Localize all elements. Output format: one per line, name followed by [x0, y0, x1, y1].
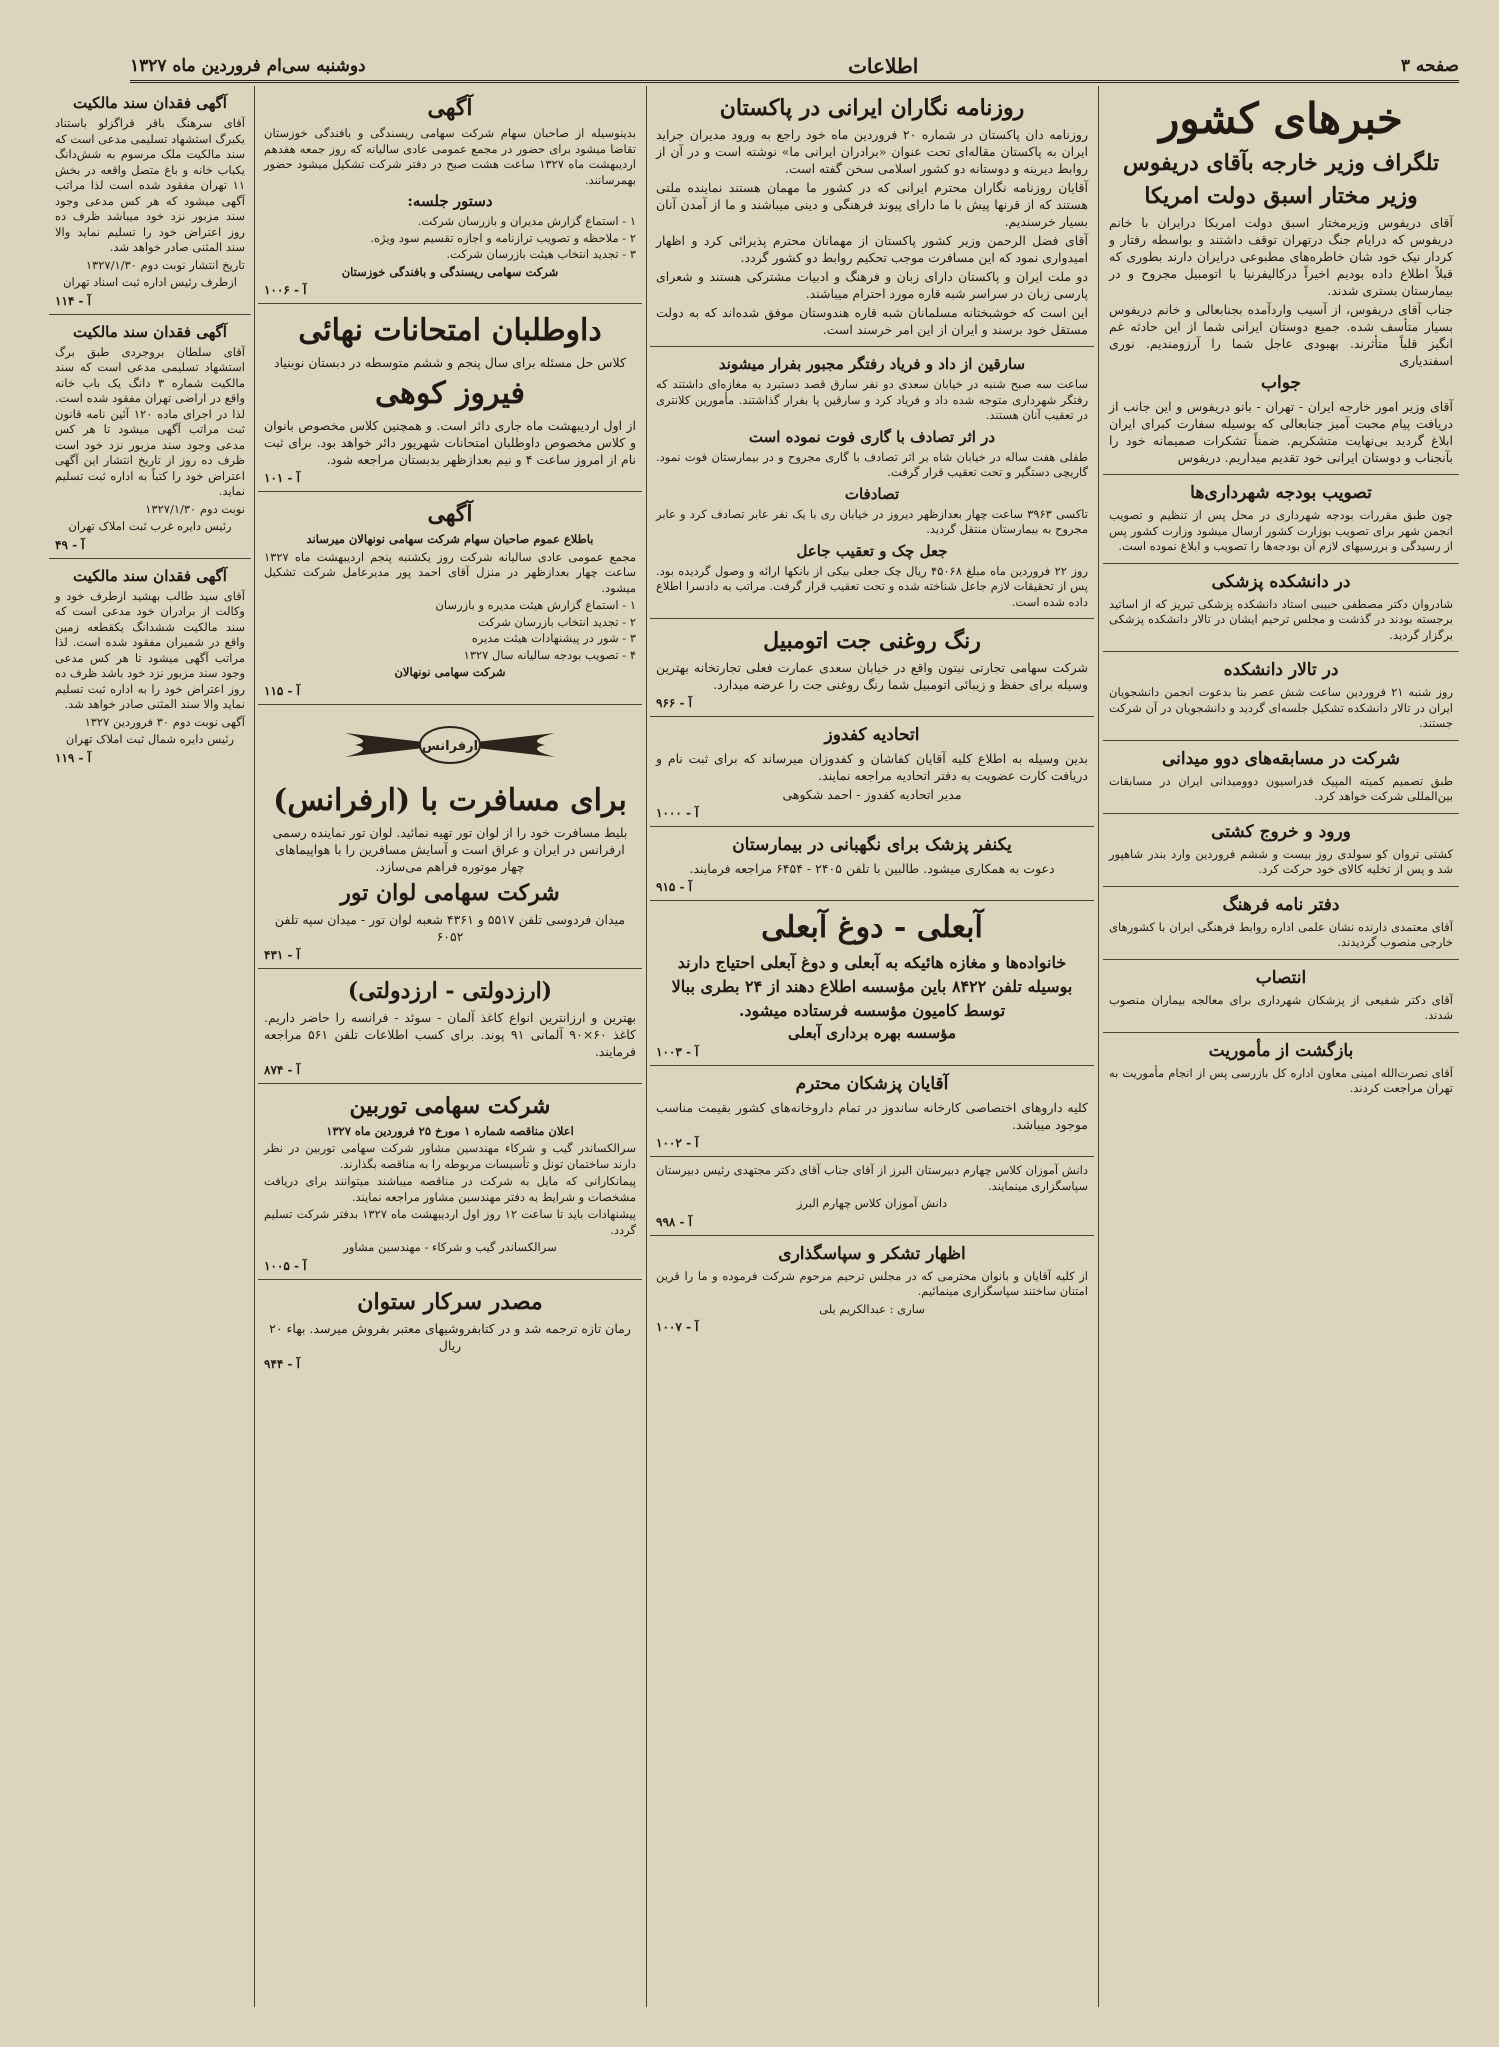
ad-signature: شرکت سهامی ریسندگی و بافندگی خوزستان — [341, 264, 559, 279]
article-text: چون طبق مقررات بودجه شهرداری در محل پس از تنظیم و تصویب انجمن شهر برای تصویب بوزارت کشور ارسال میشود وزارت کشور پس از رسیدگی و بررسیهای لازم آن بودجه‌ها را تصویب و ابلاغ نموده است. — [1109, 508, 1453, 553]
paper-ad — [258, 969, 642, 1084]
ad-text: مجمع عمومی عادی سالیانه شرکت روز یکشنبه پنجم اردیبهشت ماه ۱۳۲۷ ساعت چهار بعدازظهر در منزل آقای احمد پور مدیرعامل شرکت تشکیل میشود. — [264, 549, 636, 595]
ad-reference: آ - ۱۰۰۲ — [656, 1136, 699, 1150]
notice-signature: ازطرف رئیس اداره ثبت اسناد تهران — [63, 275, 237, 289]
article-text: آقای دکتر شفیعی از پزشکان شهرداری برای معالجه بیماران منصوب شدند. — [1109, 992, 1453, 1022]
headline: در تالار دانشکده — [1223, 660, 1339, 680]
ad-text: از کلیه آقایان و بانوان محترمی که در مجلس ترحیم مرحوم شرکت فرموده و ما را قرین امتنان ساختند سپاسگزاری مینمائیم. — [656, 1268, 1088, 1298]
notice-date: آگهی نوبت دوم ۳۰ فروردین ۱۳۲۷ — [84, 714, 245, 729]
ad-text: دانش آموزان کلاس چهارم دبیرستان البرز از آقای جناب آقای دکتر مجتهدی رئیس دبیرستان سپاسگزاری مینمایند. — [656, 1163, 1088, 1193]
ad-text: پیمانکارانی که مایل به شرکت در مناقصه میباشند میتوانند برای دریافت مشخصات و شرایط به دفتر مهندسین مشاور مراجعه نمایند. — [264, 1174, 636, 1204]
ad-signature: ساری : عبدالکریم یلی — [819, 1301, 925, 1316]
notice-reference: آ - ۴۹ — [55, 537, 85, 552]
nonahalan-notice — [258, 492, 642, 705]
ad-reference: آ - ۹۴۴ — [264, 1356, 301, 1371]
notice-date: تاریخ انتشار نوبت دوم ۱۳۲۷/۱/۳۰ — [85, 257, 245, 272]
agenda-item: ۲ - تجدید انتخاب بازرسان شرکت — [477, 614, 636, 629]
medical-article — [1103, 564, 1459, 653]
ad-title: داوطلبان امتحانات نهائی — [298, 313, 602, 348]
notice-title: آگهی فقدان سند مالکیت — [73, 322, 227, 341]
article-text: آقای دریفوس وزیرمختار اسبق دولت امریکا درایران با خانم دریفوس که درایام جنگ درتهران توقف داشتند و بواسطه رفتار و کردار نیک خود شان خاطره‌های مطبوعی درایران دارند بطوری که قبلاً اطلاع داده بودیم اخیراً درکالیفرنیا با اتومبیل مجروح و در بیمارستان بستری شدند. — [1109, 215, 1453, 298]
headline: بازگشت از مأموریت — [1208, 1040, 1354, 1061]
ad-title: (ارزدولتی - ارزدولتی) — [347, 977, 553, 1004]
turbine-tender — [258, 1084, 642, 1280]
article-text: روز شنبه ۲۱ فروردین ساعت شش عصر بنا بدعوت انجمن دانشجویان ایران در تالار دانشکده تشکیل جلسه‌ای گردید و دانشجویان در آن شرکت جستند. — [1109, 685, 1454, 730]
agenda-item: ۱ - استماع گزارش هیئت مدیره و بازرسان — [435, 598, 636, 612]
ad-text: پیشنهادات باید تا ساعت ۱۲ روز اول اردیبهشت ماه ۱۳۲۷ بدفتر شرکت تسلیم گردد. — [264, 1207, 636, 1237]
article-text: تاکسی ۳۹۶۳ ساعت چهار بعدازظهر دیروز در خیابان ری با یک نفر عابر تصادف کرد و عابر مجروح به بیمارستان منتقل گردید. — [656, 506, 1088, 536]
headline: جعل چک و تعقیب جاعل — [796, 541, 948, 560]
ad-reference: آ - ۱۰۰۷ — [656, 1320, 699, 1334]
airfrance-ad — [258, 705, 642, 969]
ad-reference: آ - ۴۳۱ — [264, 947, 301, 962]
notice-reference: آ - ۱۱۴ — [55, 293, 92, 308]
notice-signature: رئیس دایره غرب ثبت املاک تهران — [68, 519, 232, 533]
ad-title: آگهی — [427, 501, 473, 527]
headline: تلگراف وزیر خارجه بآقای دریفوس — [1122, 150, 1440, 176]
notice-text: آقای سلطان بروجردی طبق برگ استشهاد تسلیمی مدعی است که سند مالکیت شماره ۳ دانگ یک باب خانه واقع در اراضی تهران مفقود شده است. لذا در اجرای ماده ۱۲۰ آئین نامه قانون ثبت مراتب آگهی میشود تا هر کس مدعی وجود سند مزبور نزد خود است ظرف ده روز از تاریخ انتشار این آگهی اعتراض خود را کتباً به اداره ثبت تسلیم نماید. — [55, 344, 245, 498]
headline: در اثر تصادف با گاری فوت نموده است — [748, 427, 996, 446]
ad-signature: سرالکساندر گیب و شرکاء - مهندسین مشاور — [343, 1240, 557, 1254]
column-rule — [1098, 86, 1099, 2007]
agenda-item: ۴ - تصویب بودجه سالیانه سال ۱۳۲۷ — [463, 647, 636, 662]
ad-reference: آ - ۱۰۰۰ — [656, 806, 699, 820]
notice-title: آگهی فقدان سند مالکیت — [73, 94, 227, 112]
ad-subtitle: باطلاع عموم صاحبان سهام شرکت سهامی نونهالان میرساند — [306, 532, 594, 546]
article-text: آقایان روزنامه نگاران محترم ایرانی که در کشور ما مهمان هستند نماینده ملتی هستند که از قرنها پیش با ما دارای پیوند فرهنگی و دینی میباشند و ما از آمدن آنان بسیار خرسندیم. — [656, 180, 1088, 229]
khuzestan-notice — [258, 86, 642, 304]
thanks-ad — [650, 1236, 1094, 1341]
agenda-item: ۲ - ملاحظه و تصویب ترازنامه و اجازه تقسیم سود ویژه. — [370, 230, 636, 245]
headline: انتصاب — [1255, 967, 1307, 988]
telegram-article — [1103, 86, 1459, 475]
subheadline: جواب — [1260, 373, 1302, 393]
deed-loss-notice — [49, 315, 251, 559]
ad-text: کلیه داروهای اختصاصی کارخانه ساندوز در تمام داروخانه‌های کشور بقیمت مناسب موجود میباشد. — [656, 1100, 1088, 1132]
ad-subtitle: کلاس حل مسئله برای سال پنجم و ششم متوسطه در دبستان نوبنیاد — [274, 355, 626, 370]
ad-reference: آ - ۱۰۰۶ — [264, 283, 307, 297]
agenda-item: ۳ - تجدید انتخاب هیئت بازرسان شرکت. — [446, 247, 636, 261]
article-text: روزنامه دان پاکستان در شماره ۲۰ فروردین ماه خود راجع به ورود مدیران جراید ایران به پاکستان مقاله‌ای تحت عنوان «برادران ایرانی ما» نوشته است و در آن از روابط دیرینه و دوستانه دو کشور اسلامی سخن گفته است. — [656, 127, 1088, 176]
agenda-title: دستور جلسه: — [407, 192, 493, 210]
union-ad — [650, 717, 1094, 827]
headline: دفتر نامه فرهنگ — [1222, 894, 1340, 915]
masthead — [130, 52, 1459, 83]
article-text: طفلی هفت ساله در خیابان شاه بر اثر تصادف با گاری مجروح و در بیمارستان فوت نمود. گاریچی دستگیر و تحت تعقیب قرار گرفت. — [656, 449, 1088, 479]
article-text: این است که خوشبختانه مسلمانان شبه قاره هندوستان موفق شده‌اند که به دولت مستقل خود برسند و ایران از این امر خرسند است. — [656, 305, 1088, 337]
ad-title: آگهی — [427, 95, 473, 121]
ad-title: شرکت سهامی توربین — [349, 1092, 551, 1119]
ad-reference: آ - ۹۶۶ — [656, 696, 693, 710]
headline: در دانشکده پزشکی — [1211, 571, 1351, 592]
ad-signature: شرکت سهامی نونهالان — [394, 665, 506, 679]
students-ad — [650, 1157, 1094, 1236]
notice-reference: آ - ۱۱۹ — [55, 750, 92, 765]
ad-reference: آ - ۹۹۸ — [656, 1214, 693, 1229]
ad-signature: مدیر اتحادیه کفدوز - احمد شکوهی — [782, 787, 962, 802]
paper-name: اطلاعات — [848, 54, 919, 78]
agenda-item: ۱ - استماع گزارش مدیران و بازرسان شرکت. — [417, 214, 636, 228]
notice-signature: رئیس دایره شمال ثبت املاک تهران — [65, 732, 235, 746]
article-text: روز ۲۲ فروردین ماه مبلغ ۴۵۰۶۸ ریال چک جعلی بیکی از بانکها ارائه و وصول گردیده بود. پس از تحقیقات لازم جاعل شناخته شده و تحت تعقیب قرار گرفت. مراتب به دادسرا اطلاع داده شده است. — [656, 563, 1088, 609]
article-text: آقای وزیر امور خارجه ایران - تهران - بانو دریفوس و این جانب از دریافت پیام محبت آمیز جنابعالی که بوسیله سفارت کبرای ایران ابلاغ گردید بی‌نهایت متشکریم. ضمناً تشکرات صمیمانه خود را بآنجناب و دوستان ایرانی خود تقدیم میداریم. دریفوس — [1109, 399, 1453, 465]
airfrance-wings-logo — [335, 715, 565, 775]
return-article — [1103, 1033, 1459, 1105]
headline: سارقین از داد و فریاد رفتگر مجبور بفرار میشوند — [718, 355, 1026, 373]
column-rule — [254, 86, 255, 2007]
journalists-article — [650, 86, 1094, 347]
article-text: شادروان دکتر مصطفی حبیبی استاد دانشکده پزشکی تبریز که از اساتید برجسته بودند در گذشت و مجلس ترحیم ایشان در تالار دانشکده پزشکی برگزار گردید. — [1109, 596, 1453, 642]
ad-title: برای مسافرت با (ارفرانس) — [273, 782, 627, 818]
headline: وزیر مختار اسبق دولت امریکا — [1144, 183, 1418, 209]
athletics-article — [1103, 741, 1459, 814]
agenda-item: ۳ - شور در پیشنهادات هیئت مدیره — [471, 631, 636, 645]
ad-subtitle: اعلان مناقصه شماره ۱ مورخ ۲۵ فروردین ماه ۱۳۲۷ — [326, 1123, 574, 1138]
article-text: کشتی تروان کو سولدی روز بیست و ششم فروردین وارد بندر شاهپور شد و پس از تخلیه کالای خود حرکت کرد. — [1109, 846, 1453, 876]
ad-text: رمان تازه ترجمه شد و در کتابفروشیهای معتبر بفروش میرسد. بهاء ۲۰ ریال — [269, 1320, 631, 1353]
notice-text: آقای سرهنگ باقر قراگزلو باستناد یکبرگ استشهاد تسلیمی مدعی است که سند مالکیت ملک مرسوم به شش‌دانگ یکباب خانه و باغ متصل واقعه در بخش ۱۱ تهران مفقود شده است لذا مراتب آگهی میشود که هر کس مدعی وجود سند مزبور نزد خود میباشد ظرف ده روز اعتراض خود را تسلیم نماید والا سند المثنی صادر خواهد شد. — [55, 116, 245, 254]
ship-article — [1103, 814, 1459, 887]
ad-reference: آ - ۱۱۵ — [264, 683, 301, 698]
ad-title: اظهار تشکر و سپاسگذاری — [778, 1243, 966, 1264]
ad-title: آقایان پزشکان محترم — [795, 1074, 949, 1094]
paint-ad — [650, 619, 1094, 717]
thief-article — [650, 347, 1094, 619]
ad-signature: دانش آموزان کلاس چهارم البرز — [796, 1196, 948, 1210]
ad-reference: آ - ۸۷۴ — [264, 1062, 301, 1077]
ad-reference: آ - ۹۱۵ — [656, 880, 693, 894]
headline: شرکت در مسابقه‌های دوو میدانی — [1162, 748, 1400, 769]
ad-text: از اول اردیبهشت ماه جاری دائر است. و همچنین کلاس مخصوص بانوان و کلاس مخصوص داوطلبان امتحانات شهریور دائر خواهد بود. برای ثبت نام از امروز ساعت ۴ و نیم بعدازظهر بدبستان مراجعه شود. — [264, 418, 636, 467]
ad-title: اتحادیه کفدوز — [824, 725, 920, 745]
article-text: جناب آقای دریفوس، از آسیب واردآمده بجنابعالی و خانم دریفوس بسیار متأسف شده. جمیع دوستان ایرانی شما از این حادثه غم انگیز قلباً متأثرند. بهبودی عاجل شما را آرزومندیم. نوری اسفندیاری — [1109, 302, 1453, 368]
headline: تصویب بودجه شهرداری‌ها — [1190, 483, 1372, 503]
headline: روزنامه نگاران ایرانی در پاکستان — [719, 95, 1025, 121]
appointment-article — [1103, 960, 1459, 1033]
abali-ad — [650, 901, 1094, 1066]
column-rule — [646, 86, 647, 2007]
pharma-ad — [650, 1066, 1094, 1157]
ad-signature: مؤسسه بهره برداری آبعلی — [788, 1024, 956, 1042]
ad-text: بلیط مسافرت خود را از لوان تور تهیه نمائید. لوان تور نماینده رسمی ارفرانس در ایران و عراق است و آسایش مسافرین را با هواپیماهای چهار موتوره فراهم می‌سازد. — [272, 824, 628, 874]
article-text: آقای فضل الرحمن وزیر کشور پاکستان از مهمانان محترم پذیرائی کرد و اظهار امیدواری نمود که این مسافرت موجب تحکیم روابط دو کشور گردد. — [656, 233, 1088, 265]
article-text: آقای معتمدی دارنده نشان علمی اداره روابط فرهنگی ایران با کشورهای خارجی منصوب گردیدند. — [1109, 919, 1453, 949]
ad-title: رنگ روغنی جت اتومبیل — [763, 628, 981, 654]
ad-title: یکنفر پزشک برای نگهبانی در بیمارستان — [732, 835, 1012, 855]
headline: تصادفات — [844, 484, 900, 503]
book-ad — [258, 1280, 642, 1377]
ad-text: بدین وسیله به اطلاع کلیه آقایان کفاشان و کفدوزان میرساند که برای ثبت نام و دریافت کارت عضویت به دفتر اتحادیه مراجعه نمایند. — [656, 751, 1088, 783]
ad-text: سرالکساندر گیب و شرکاء مهندسین مشاور شرکت سهامی توربین در نظر دارند ساختمان تونل و تأسیسات مربوطه را به مناقصه بگذارند. — [264, 1141, 636, 1171]
section-title: خبرهای کشور — [1159, 94, 1403, 143]
company-name: شرکت سهامی لوان تور — [340, 879, 560, 906]
ad-text: دعوت به همکاری میشود. طالبین با تلفن ۲۴۰۵ - ۶۴۵۴ مراجعه فرمایند. — [689, 861, 1055, 876]
ad-reference: آ - ۱۰۱ — [264, 471, 301, 485]
article-text: طبق تصمیم کمیته المپیک فدراسیون دوومیدانی ایران در مسابقات بین‌المللی شرکت خواهد کرد. — [1109, 773, 1453, 803]
deed-loss-notice — [49, 86, 251, 315]
column-news-ads — [650, 86, 1094, 2007]
ad-text: بدینوسیله از صاحبان سهام شرکت سهامی ریسندگی و بافندگی خوزستان تقاضا میشود برای حضور در مجمع عمومی عادی سالیانه که روز جمعه هفدهم اردیبهشت ماه ۱۳۲۷ ساعت هشت صبح در دفتر شرکت تشکیل میشود حضور بهمرسانند. — [264, 126, 636, 187]
culture-article — [1103, 887, 1459, 960]
notice-text: آقای سید طالب بهشید ازطرف خود و وکالت از برادران خود مدعی است که سند مالکیت ششدانگ یکقطعه زمین واقع در شمیران مفقود شده است. لذا مراتب آگهی میشود تا هر کس مدعی وجود سند مزبور نزد خود باشد ظرف ده روز اعتراض خود را به اداره ثبت تسلیم نماید والا سند المثنی صادر خواهد شد. — [55, 588, 245, 711]
column-deed-notices — [49, 86, 251, 2007]
doctor-ad — [650, 827, 1094, 901]
notice-date: نوبت دوم ۱۳۲۷/۱/۳۰ — [145, 501, 245, 516]
exam-ad — [258, 304, 642, 492]
ad-text: خانواده‌ها و مغازه هائیکه به آبعلی و دوغ آبعلی احتیاج دارند بوسیله تلفن ۸۴۲۲ باین مؤسسه اطلاع دهند از ۲۴ بطری ببالا توسط کامیون مؤسسه فرستاده میشود. — [671, 953, 1073, 1020]
article-text: آقای نصرت‌الله امینی معاون اداره کل بازرسی پس از انجام مأموریت به تهران مراجعت کردند. — [1109, 1065, 1453, 1095]
ad-title: آبعلی - دوغ آبعلی — [761, 910, 983, 945]
ad-text: بهترین و ارزانترین انواع کاغذ آلمان - سوئد - فرانسه را حاضر داریم. کاغذ ۶۰×۹۰ آلمانی ۹۱ پوند. برای کسب اطلاعات تلفن ۵۶۱ مراجعه فرمایند. — [264, 1009, 637, 1059]
column-country-news — [1103, 86, 1459, 2007]
article-text: دو ملت ایران و پاکستان دارای زبان و فرهنگ و ادبیات مشترکی هستند و شعرای پارسی زبان در سراسر شبه قاره مورد احترام میباشند. — [656, 269, 1088, 301]
airfrance-logo-text: ارفرانس — [421, 738, 479, 754]
deed-loss-notice — [49, 559, 251, 771]
school-name: فیروز کوهی — [375, 376, 525, 411]
page-number: صفحه ۳ — [1400, 56, 1459, 76]
company-contact: میدان فردوسی تلفن ۵۵۱۷ و ۴۳۶۱ شعبه لوان تور - میدان سپه تلفن ۶۰۵۲ — [274, 911, 626, 944]
ad-reference: آ - ۱۰۰۵ — [264, 1258, 307, 1273]
budget-article — [1103, 475, 1459, 564]
column-ads — [258, 86, 642, 2007]
ad-text: شرکت سهامی تجارتی نیتون واقع در خیابان سعدی عمارت فعلی تجارتخانه بهترین وسیله برای حفظ و زیبائی اتومبیل شما رنگ روغنی جت را عرضه میدارد. — [656, 660, 1088, 692]
headline: ورود و خروج کشتی — [1211, 821, 1351, 842]
ad-title: مصدر سرکار ستوان — [357, 1288, 543, 1315]
article-text: ساعت سه صبح شنبه در خیابان سعدی دو نفر سارق قصد دستبرد به مغازه‌ای داشتند که رفتگر شهرداری متوجه شده داد و فریاد کرد و سارقین پا بفرار گذاشتند. مأمورین کلانتری در تعقیب آنان هستند. — [656, 377, 1088, 422]
issue-date: دوشنبه سی‌ام فروردین ماه ۱۳۲۷ — [130, 56, 366, 76]
ad-reference: آ - ۱۰۰۳ — [656, 1045, 699, 1059]
hall-article — [1103, 652, 1459, 741]
notice-title: آگهی فقدان سند مالکیت — [73, 566, 227, 585]
